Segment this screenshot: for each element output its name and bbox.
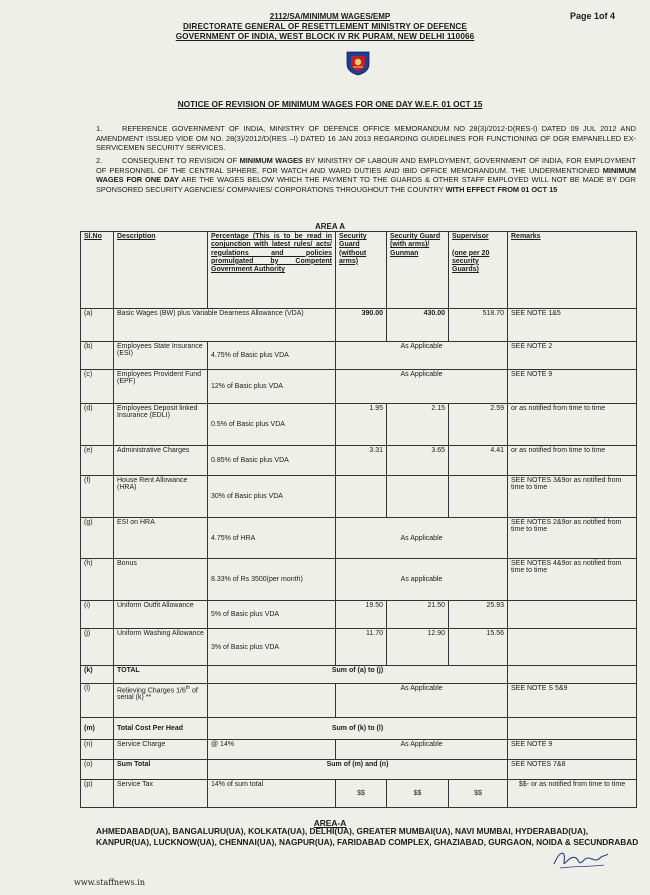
emphasis-text: MINIMUM WAGES FOR ONE DAY — [96, 165, 636, 185]
cell-remarks — [508, 666, 637, 684]
cell-security-guard: 390.00 — [336, 309, 387, 342]
cell-amount-span: Sum of (k) to (l) — [208, 718, 508, 740]
cell-security-guard-armed: 2.15 — [387, 404, 449, 446]
cell-security-guard-armed — [387, 476, 449, 518]
area-title: AREA A — [314, 222, 346, 231]
table-row — [81, 404, 637, 446]
paragraph-reference — [96, 124, 636, 153]
cell-percentage: 0.85% of Basic plus VDA — [208, 446, 336, 476]
cell-sl: (j) — [81, 629, 114, 666]
table-row — [81, 740, 637, 760]
cell-description-text: Relieving Charges 1/6 — [117, 687, 186, 695]
table-row — [81, 446, 637, 476]
cell-sl: (m) — [81, 718, 114, 740]
header-security-guard-armed: Security Guard (with arms)/ Gunman — [387, 232, 449, 309]
dgr-emblem-icon — [345, 50, 371, 76]
cell-sl: (d) — [81, 404, 114, 446]
cell-amount-span: As applicable — [336, 559, 508, 601]
cell-description: Sum Total — [114, 760, 208, 780]
cell-remarks: SEE NOTE 2 — [508, 342, 637, 370]
cell-supervisor: 25.93 — [449, 601, 508, 629]
cell-percentage: 0.5% of Basic plus VDA — [208, 404, 336, 446]
cell-security-guard-armed: 3.65 — [387, 446, 449, 476]
table-row — [81, 518, 637, 559]
superscript: th — [185, 685, 191, 691]
table-row — [81, 309, 637, 342]
page-number: Page 1of 4 — [570, 11, 616, 21]
table-row — [81, 629, 637, 666]
cell-percentage: 5% of Basic plus VDA — [208, 601, 336, 629]
cell-description: Basic Wages (BW) plus Variable Dearness Allowance (VDA) — [114, 309, 336, 342]
header-remarks: Remarks — [508, 232, 637, 309]
minimum-wages-table — [80, 231, 637, 808]
cell-percentage: 14% of sum total — [208, 780, 336, 808]
signature-icon — [550, 846, 610, 872]
cell-security-guard: 11.70 — [336, 629, 387, 666]
watermark: www.staffnews.in — [74, 878, 146, 887]
cell-percentage: 12% of Basic plus VDA — [208, 370, 336, 404]
cell-remarks: SEE NOTE 9 — [508, 740, 637, 760]
cell-description: Service Tax — [114, 780, 208, 808]
cell-remarks: SEE NOTES 3&9or as notified from time to time — [508, 476, 637, 518]
cell-description: Administrative Charges — [114, 446, 208, 476]
header-description: Description — [114, 232, 208, 309]
header-supervisor-label: Supervisor — [452, 233, 489, 240]
cell-sl: (n) — [81, 740, 114, 760]
cell-sl: (h) — [81, 559, 114, 601]
cell-percentage: 4.75% of Basic plus VDA — [208, 342, 336, 370]
area-city-list: AHMEDABAD(UA), BANGALURU(UA), KOLKATA(UA), DELHI(UA), GREATER MUMBAI(UA), NAVI MUMBAI, HYDERABAD(UA), KANPUR(UA), LUCKNOW(UA), CHENNAI(UA), NAGPUR(UA), FARIDABAD COMPLEX, GHAZIABAD, GURGAON, NOIDA & SECUNDRABAD — [96, 826, 639, 847]
cell-description: Bonus — [114, 559, 208, 601]
header-directorate: DIRECTORATE GENERAL OF RESETTLEMENT MINISTRY OF DEFENCE — [183, 22, 467, 31]
paragraph-minimum-wages — [96, 156, 636, 194]
cell-description: Employees State Insurance (ESI) — [114, 342, 208, 370]
cell-sl: (o) — [81, 760, 114, 780]
cell-amount-span: As Applicable — [336, 684, 508, 718]
table-row — [81, 780, 637, 808]
header-supervisor — [449, 232, 508, 309]
cell-remarks — [508, 601, 637, 629]
cell-supervisor: 518.70 — [449, 309, 508, 342]
header-supervisor-note: (one per 20 security Guards) — [452, 249, 490, 274]
cell-amount-span: As Applicable — [336, 740, 508, 760]
header-security-guard: Security Guard (without arms) — [336, 232, 387, 309]
cell-sl: (l) — [81, 684, 114, 718]
cell-amount-span: As Applicable — [336, 370, 508, 404]
cell-security-guard-armed: 12.90 — [387, 629, 449, 666]
cell-supervisor: 4.41 — [449, 446, 508, 476]
cell-supervisor: $$ — [449, 780, 508, 808]
cell-amount-span: As Applicable — [336, 518, 508, 559]
cell-amount-span: Sum of (m) and (n) — [208, 760, 508, 780]
cell-remarks: SEE NOTE S 5&9 — [508, 684, 637, 718]
paragraph-text: BY MINISTRY OF LABOUR AND EMPLOYMENT, GOVERNMENT OF INDIA, FOR EMPLOYMENT OF PERSONNEL OF THE CENTRAL SPHERE, FOR WATCH AND WARD DUTIES AND IBID OFFICE MEMORANDUM. THE UNDERMENTIONED — [96, 156, 637, 175]
cell-amount-span: Sum of (a) to (j) — [208, 666, 508, 684]
table-row — [81, 559, 637, 601]
cell-security-guard: 1.95 — [336, 404, 387, 446]
table-row — [81, 601, 637, 629]
paragraph-text: REFERENCE GOVERNMENT OF INDIA, MINISTRY OF DEFENCE OFFICE MEMORANDUM NO 28(3)/2012-D(RES-I) DATED 09 JUL 2012 AND AMENDMENT ISSUED VIDE OM NO. 28(3)/2012/D(RES –I) DATED 16 JAN 2013 REGARDING GUIDELINES FOR FUNCTIONING OF DGR EMPANELLED EX-SERVICEMEN SECURITY SERVICES. — [96, 124, 636, 153]
cell-sl: (g) — [81, 518, 114, 559]
cell-supervisor: 2.59 — [449, 404, 508, 446]
cell-security-guard-armed: 21.50 — [387, 601, 449, 629]
cell-description: Service Charge — [114, 740, 208, 760]
cell-security-guard: 3.31 — [336, 446, 387, 476]
cell-description: Uniform Outfit Allowance — [114, 601, 208, 629]
cell-percentage: 4.75% of HRA — [208, 518, 336, 559]
cell-percentage — [208, 684, 336, 718]
cell-remarks — [508, 718, 637, 740]
cell-description: House Rent Allowance (HRA) — [114, 476, 208, 518]
cell-sl: (p) — [81, 780, 114, 808]
table-row — [81, 666, 637, 684]
paragraph-text: CONSEQUENT TO REVISION OF — [122, 156, 240, 165]
cell-security-guard: 19.50 — [336, 601, 387, 629]
cell-remarks: or as notified from time to time — [508, 446, 637, 476]
table-row — [81, 684, 637, 718]
cell-security-guard — [336, 476, 387, 518]
cell-remarks: SEE NOTE 1&5 — [508, 309, 637, 342]
cell-supervisor: 15.56 — [449, 629, 508, 666]
cell-percentage: 30% of Basic plus VDA — [208, 476, 336, 518]
cell-supervisor — [449, 476, 508, 518]
cell-description-text: of serial (k) ** — [117, 687, 198, 702]
header-address: GOVERNMENT OF INDIA, WEST BLOCK IV RK PURAM, NEW DELHI 110066 — [175, 32, 475, 41]
table-row — [81, 718, 637, 740]
cell-description: Employees Deposit linked Insurance (EDLI) — [114, 404, 208, 446]
cell-description: Total Cost Per Head — [114, 718, 208, 740]
cell-sl: (b) — [81, 342, 114, 370]
paragraph-number: 1. — [96, 124, 103, 133]
cell-sl: (i) — [81, 601, 114, 629]
table-row — [81, 342, 637, 370]
cell-description: Employees Provident Fund (EPF) — [114, 370, 208, 404]
emphasis-text: WITH EFFECT FROM 01 OCT 15 — [445, 184, 558, 194]
cell-security-guard-armed: 430.00 — [387, 309, 449, 342]
cell-security-guard-armed: $$ — [387, 780, 449, 808]
cell-sl: (a) — [81, 309, 114, 342]
cell-remarks: $$- or as notified from time to time — [508, 780, 637, 808]
table-header-row — [81, 232, 637, 309]
paragraph-text: ARE THE WAGES BELOW WHICH THE PAYMENT TO THE GUARDS & OTHER STAFF EMPLOYED WILL NOT BE MADE BY DGR SPONSORED SECURITY AGENCIES/ COMPANIES/ CORPORATIONS THROUGHOUT THE COUNTRY — [96, 175, 636, 194]
cell-remarks: or as notified from time to time — [508, 404, 637, 446]
cell-description: TOTAL — [114, 666, 208, 684]
cell-remarks: SEE NOTE 9 — [508, 370, 637, 404]
cell-sl: (c) — [81, 370, 114, 404]
cell-percentage: 8.33% of Rs 3500(per month) — [208, 559, 336, 601]
notice-title: NOTICE OF REVISION OF MINIMUM WAGES FOR ONE DAY W.E.F. 01 OCT 15 — [177, 99, 483, 109]
cell-description — [114, 684, 208, 718]
cell-percentage: 3% of Basic plus VDA — [208, 629, 336, 666]
cell-remarks: SEE NOTES 2&9or as notified from time to time — [508, 518, 637, 559]
reference-number: 2112/SA/MINIMUM WAGES/EMP — [269, 12, 391, 21]
table-row — [81, 476, 637, 518]
area-list-title: AREA-A — [313, 818, 347, 828]
cell-remarks: SEE NOTES 4&9or as notified from time to time — [508, 559, 637, 601]
paragraph-number: 2. — [96, 156, 103, 165]
table-row — [81, 370, 637, 404]
cell-sl: (k) — [81, 666, 114, 684]
cell-amount-span: As Applicable — [336, 342, 508, 370]
cell-percentage: @ 14% — [208, 740, 336, 760]
header-percentage: Percentage (This is to be read in conjunction with latest rules/ acts/ regulations and policies promulgated by Competent Government Authority — [208, 232, 336, 309]
cell-security-guard: $$ — [336, 780, 387, 808]
cell-description: ESI on HRA — [114, 518, 208, 559]
cell-remarks — [508, 629, 637, 666]
emphasis-text: MINIMUM WAGES — [239, 156, 303, 165]
header-sl-no: Sl.No — [81, 232, 114, 309]
cell-sl: (f) — [81, 476, 114, 518]
cell-remarks: SEE NOTES 7&8 — [508, 760, 637, 780]
cell-description: Uniform Washing Allowance — [114, 629, 208, 666]
cell-sl: (e) — [81, 446, 114, 476]
table-row — [81, 760, 637, 780]
